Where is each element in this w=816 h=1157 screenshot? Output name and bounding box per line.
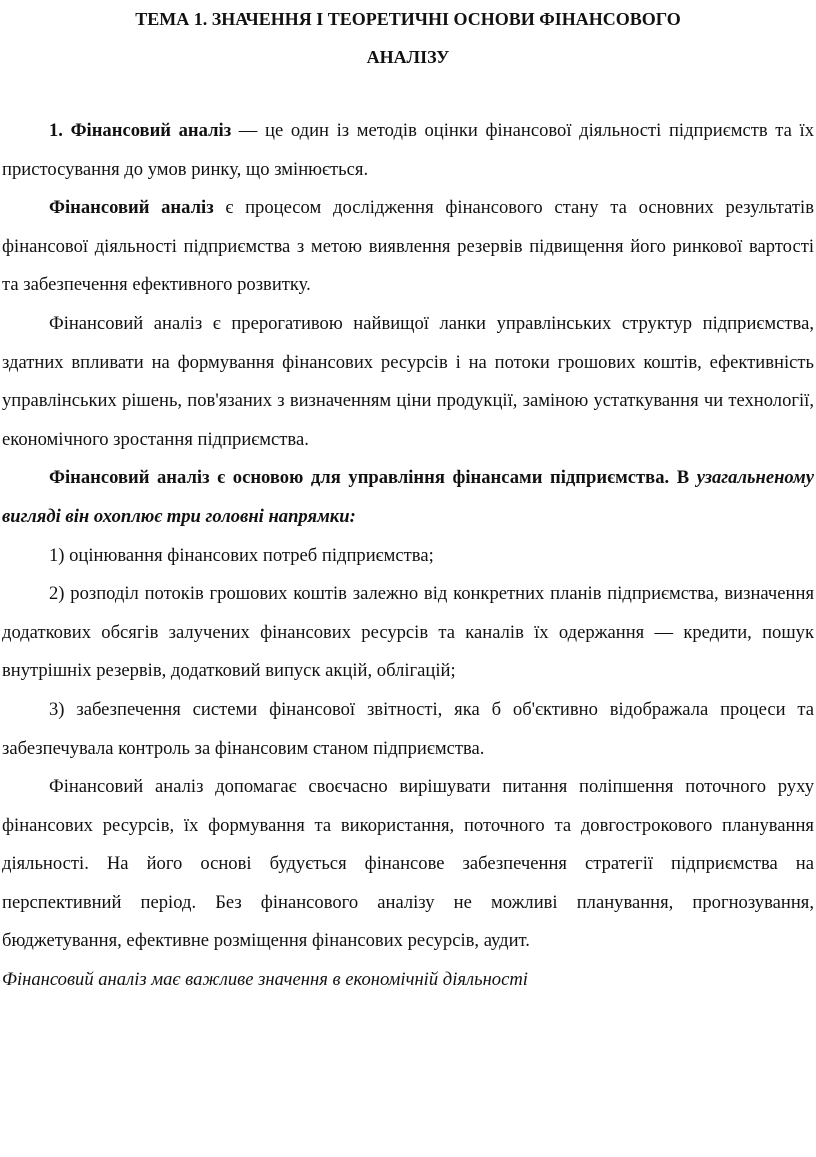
paragraph-basis-bold-italic: узагальненому вигляді він охоплює три головні напрямки: (2, 467, 814, 527)
paragraph-process (2, 189, 814, 305)
page-title-line-1: ТЕМА 1. ЗНАЧЕННЯ І ТЕОРЕТИЧНІ ОСНОВИ ФІНАНСОВОГО (135, 9, 681, 29)
paragraph-definition (2, 112, 814, 189)
paragraph-process-text: є процесом дослідження фінансового стану та основних результатів фінансової діяльності підприємства з метою виявлення резервів підвищення його ринкової вартості та забезпечення ефективного розвитку. (2, 197, 814, 296)
paragraph-process-lead: Фінансовий аналіз (49, 197, 214, 219)
paragraph-importance: Фінансовий аналіз має важливе значення в економічній діяльності (2, 969, 528, 991)
paragraph-basis (2, 459, 814, 536)
title-spacer (2, 76, 814, 112)
list-item: 1) оцінювання фінансових потреб підприємства; (49, 544, 434, 566)
paragraph-helps: Фінансовий аналіз допомагає своєчасно вирішувати питання поліпшення поточного руху фінансових ресурсів, їх формування та використання, поточного та довгострокового планування діяльності. На його основі будується фінансове забезпечення стратегії підприємства на перспективний період. Без фінансового аналізу не можливі планування, прогнозування, бюджетування, ефективне розміщення фінансових ресурсів, аудит. (2, 776, 814, 952)
paragraph-basis-bold: Фінансовий аналіз є основою для управління фінансами підприємства. В (49, 467, 697, 489)
paragraph-prerogative: Фінансовий аналіз є прерогативою найвищої ланки управлінських структур підприємства, здатних впливати на формування фінансових ресурсів і на потоки грошових коштів, ефективність управлінських рішень, пов'язаних з визначенням ціни продукції, заміною устаткування чи технології, економічного зростання підприємства. (2, 312, 814, 450)
paragraph-definition-lead: 1. Фінансовий аналіз (49, 120, 232, 141)
list-item: 3) забезпечення системи фінансової звітності, яка б об'єктивно відображала процеси та забезпечувала контроль за фінансовим станом підприємства. (2, 698, 814, 759)
page-title-line-2: АНАЛІЗУ (366, 47, 450, 67)
page-title (2, 0, 814, 76)
paragraph-definition-text: — це один із методів оцінки фінансової діяльності підприємств та їх пристосування до умов ринку, що змінюється. (2, 120, 814, 180)
list-item: 2) розподіл потоків грошових коштів залежно від конкретних планів підприємства, визначення додаткових обсягів залучених фінансових ресурсів та каналів їх одержання — кредити, пошук внутрішніх резервів, додатковий випуск акцій, облігацій; (2, 583, 814, 682)
